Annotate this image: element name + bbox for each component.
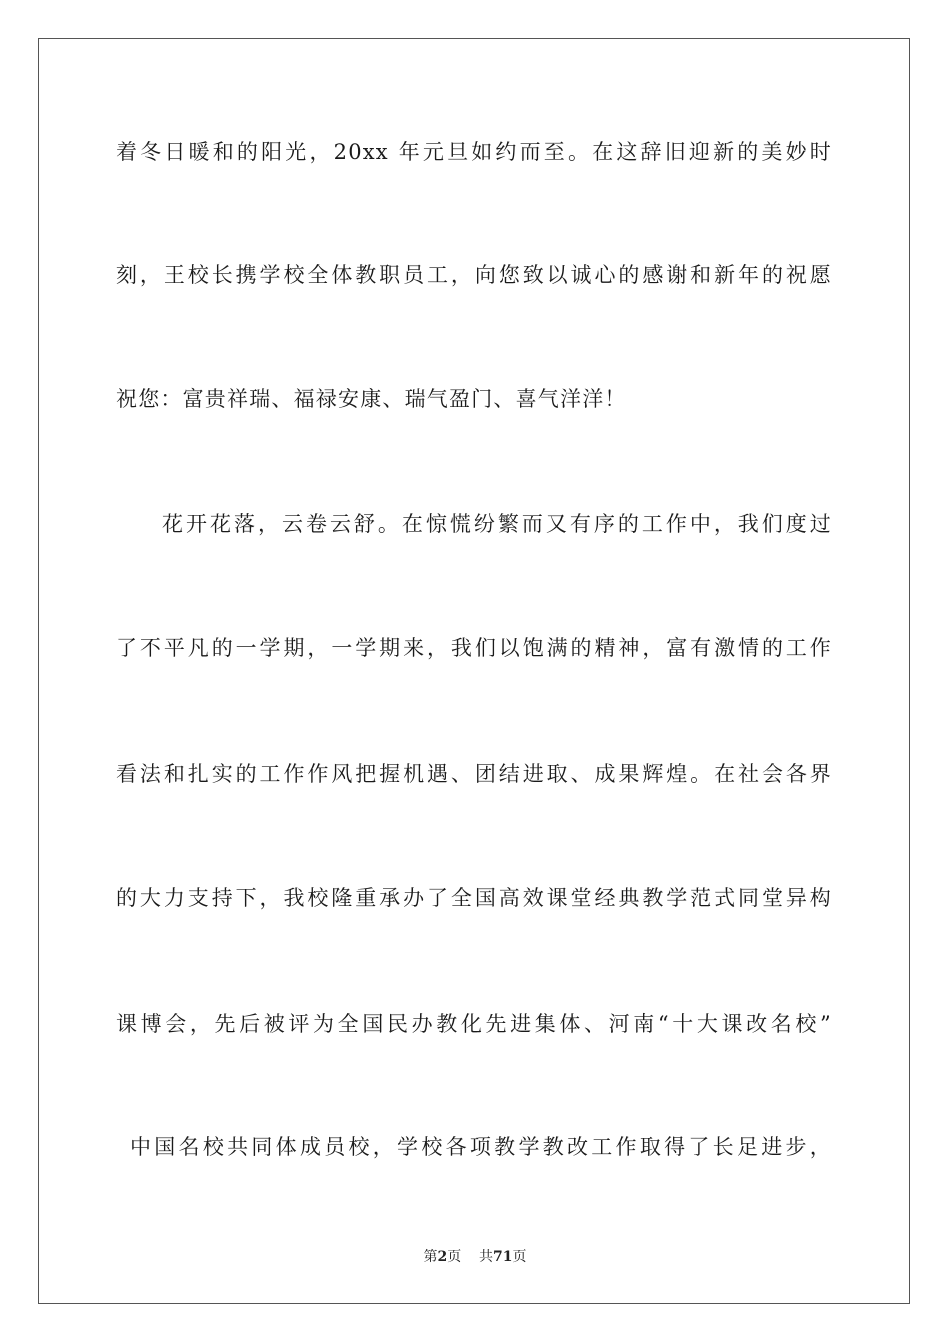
- total-prefix: 共: [479, 1249, 494, 1265]
- text-line-3: 祝您：富贵祥瑞、福禄安康、瑞气盈门、喜气洋洋！: [116, 387, 627, 411]
- text-line-9: 中国名校共同体成员校，学校各项教学教改工作取得了长足进步，: [130, 1135, 832, 1159]
- page-border: [38, 38, 910, 1304]
- total-pages: 71: [493, 1249, 513, 1265]
- page-suffix: 页: [447, 1249, 462, 1265]
- paragraph-2-line-1: 花开花落，云卷云舒。在惊慌纷繁而又有序的工作中，我们度过: [162, 512, 832, 536]
- text-line-5: 了不平凡的一学期，一学期来，我们以饱满的精神，富有激情的工作: [116, 636, 832, 660]
- page-footer: [0, 1247, 950, 1267]
- text-line-2: 刻，王校长携学校全体教职员工，向您致以诚心的感谢和新年的祝愿: [116, 263, 832, 287]
- page-prefix: 第: [423, 1249, 438, 1265]
- text-line-7: 的大力支持下，我校隆重承办了全国高效课堂经典教学范式同堂异构: [116, 886, 832, 910]
- text-line-6: 看法和扎实的工作作风把握机遇、团结进取、成果辉煌。在社会各界: [116, 762, 832, 786]
- text-line-8: 课博会，先后被评为全国民办教化先进集体、河南“十大课改名校”: [116, 1012, 832, 1036]
- total-suffix: 页: [512, 1249, 527, 1265]
- page-number: 2: [437, 1249, 448, 1265]
- text-line-1: 着冬日暖和的阳光，20xx 年元旦如约而至。在这辞旧迎新的美妙时: [116, 140, 832, 164]
